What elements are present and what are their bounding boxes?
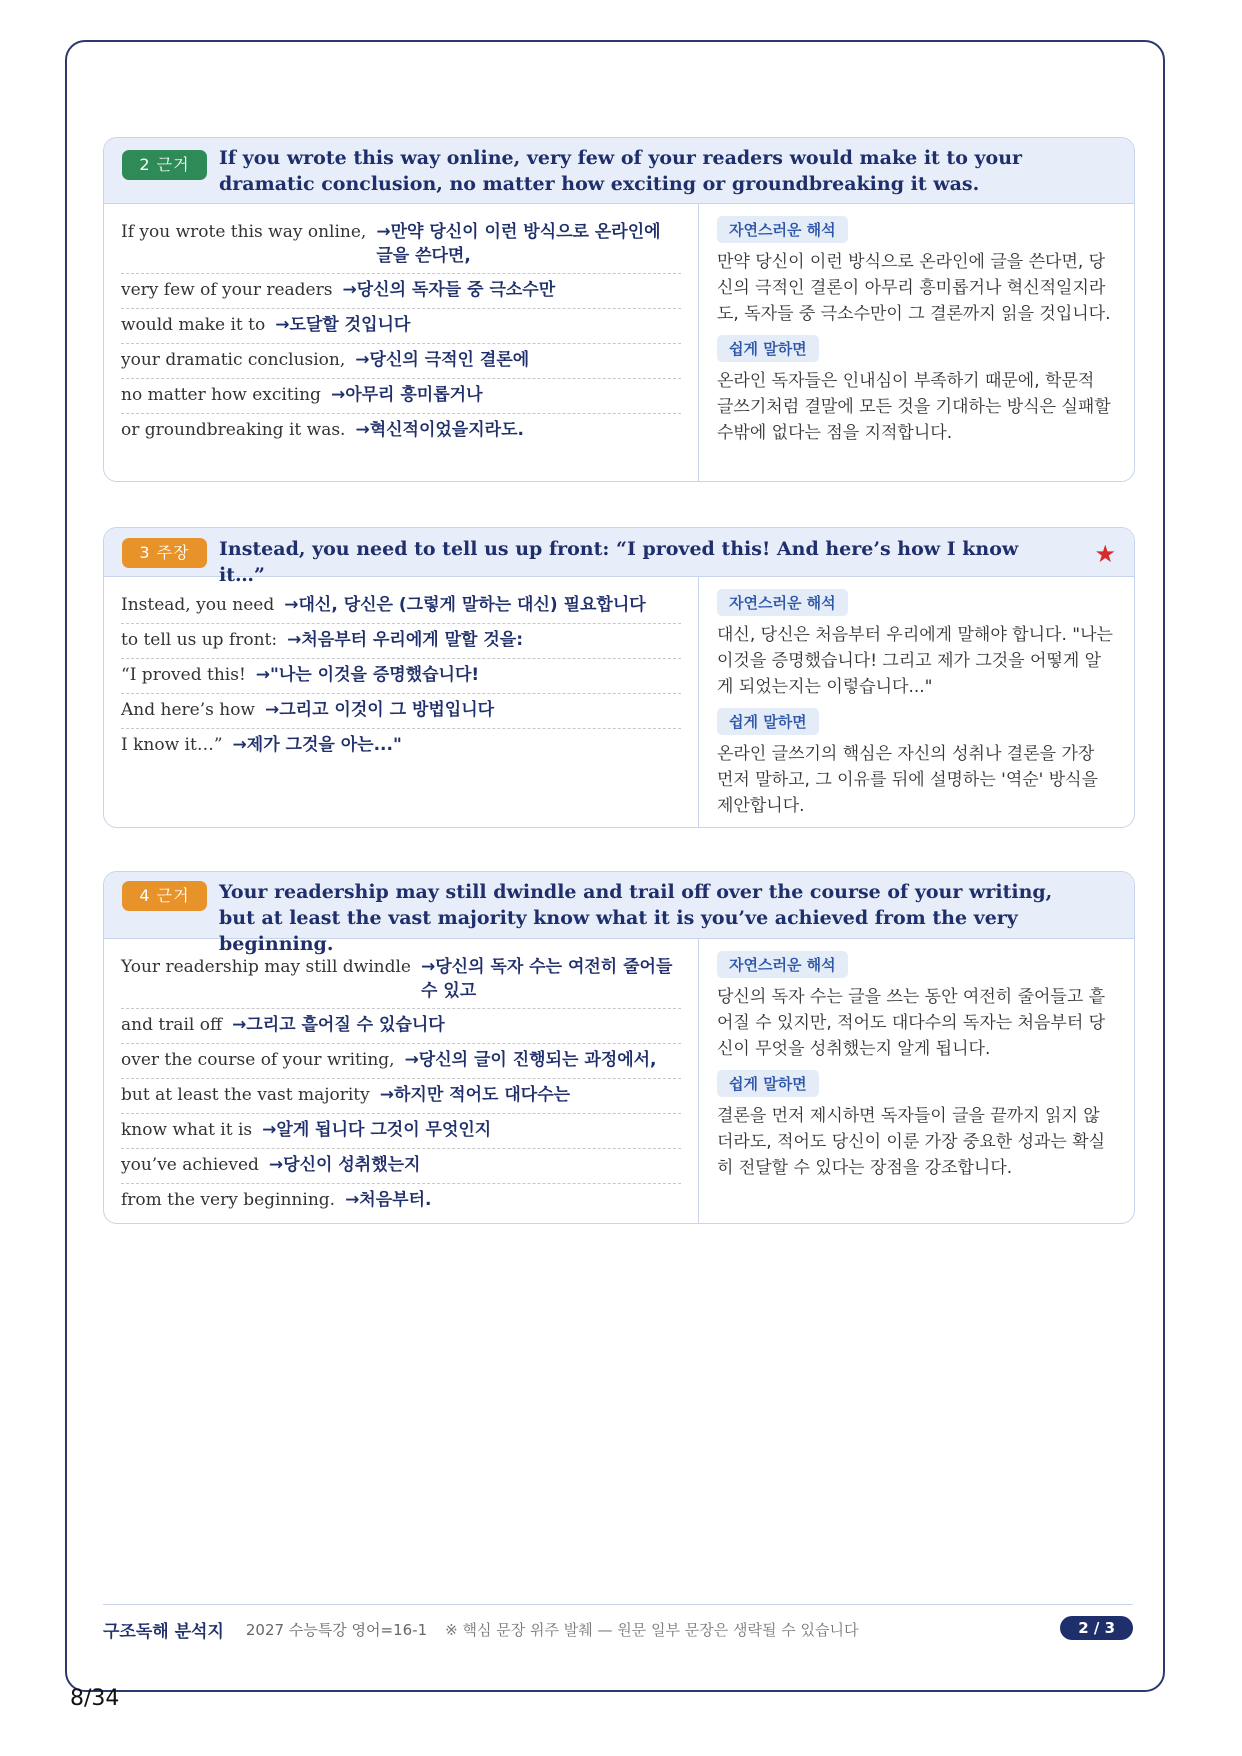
section-badge: 2 근거 bbox=[122, 150, 207, 180]
section-heading: Instead, you need to tell us up front: “I proved this! And here’s how I know it…” bbox=[219, 538, 1019, 586]
english-chunk: Instead, you need bbox=[121, 595, 275, 615]
english-chunk: no matter how exciting bbox=[121, 385, 321, 405]
phrase-breakdown bbox=[104, 939, 699, 1223]
phrase-breakdown bbox=[104, 204, 699, 481]
section-2-evidence bbox=[103, 137, 1135, 482]
english-chunk: would make it to bbox=[121, 315, 266, 335]
phrase-row bbox=[121, 729, 681, 763]
section-body bbox=[104, 939, 1134, 1223]
english-chunk: know what it is bbox=[121, 1120, 253, 1140]
easy-explanation: 결론을 먼저 제시하면 독자들이 글을 끝까지 읽지 않더라도, 적어도 당신이 이룬 가장 중요한 성과는 확실히 전달할 수 있다는 장점을 강조합니다. bbox=[717, 1106, 1106, 1178]
natural-translation-label: 자연스러운 해석 bbox=[717, 216, 848, 243]
phrase-breakdown bbox=[104, 577, 699, 827]
interpretation-panel bbox=[699, 204, 1134, 481]
interpretation-panel bbox=[699, 939, 1134, 1223]
footer bbox=[103, 1614, 1133, 1644]
english-chunk: or groundbreaking it was. bbox=[121, 420, 346, 440]
english-chunk: I know it…” bbox=[121, 735, 223, 755]
footer-note: ※ 핵심 문장 위주 발췌 — 원문 일부 문장은 생략될 수 있습니다 bbox=[445, 1620, 859, 1639]
korean-chunk: →만약 당신이 이런 방식으로 온라인에 글을 쓴다면, bbox=[376, 222, 661, 266]
easy-explanation-label: 쉽게 말하면 bbox=[717, 335, 819, 362]
interpretation-panel bbox=[699, 577, 1134, 827]
phrase-row bbox=[121, 379, 681, 414]
phrase-row bbox=[121, 1114, 681, 1149]
english-chunk: over the course of your writing, bbox=[121, 1050, 395, 1070]
korean-chunk: →당신의 극적인 결론에 bbox=[355, 350, 530, 370]
easy-explanation: 온라인 독자들은 인내심이 부족하기 때문에, 학문적 글쓰기처럼 결말에 모든 것을 기대하는 방식은 실패할 수밖에 없다는 점을 지적합니다. bbox=[717, 371, 1111, 443]
phrase-row bbox=[121, 624, 681, 659]
section-body bbox=[104, 204, 1134, 481]
english-chunk: you’ve achieved bbox=[121, 1155, 259, 1175]
natural-translation: 대신, 당신은 처음부터 우리에게 말해야 합니다. "나는 이것을 증명했습니다! 그리고 제가 그것을 어떻게 알게 되었는지는 이렇습니다..." bbox=[717, 625, 1113, 697]
korean-chunk: →하지만 적어도 대다수는 bbox=[379, 1085, 571, 1105]
phrase-row bbox=[121, 414, 681, 448]
phrase-row bbox=[121, 1009, 681, 1044]
footer-brand: 구조독해 분석지 bbox=[103, 1621, 224, 1642]
section-header bbox=[104, 528, 1134, 586]
phrase-row bbox=[121, 1149, 681, 1184]
phrase-row bbox=[121, 1184, 681, 1218]
section-heading: If you wrote this way online, very few of your readers would make it to your dramatic conclusion, no matter how exciting or groundbreaking it was. bbox=[219, 147, 1023, 195]
phrase-row bbox=[121, 309, 681, 344]
easy-explanation: 온라인 글쓰기의 핵심은 자신의 성취나 결론을 가장 먼저 말하고, 그 이유를 뒤에 설명하는 '역순' 방식을 제안합니다. bbox=[717, 744, 1099, 816]
phrase-row bbox=[121, 951, 681, 1009]
korean-chunk: →당신의 독자 수는 여전히 줄어들 수 있고 bbox=[420, 957, 673, 1001]
english-chunk: but at least the vast majority bbox=[121, 1085, 370, 1105]
korean-chunk: →아무리 흥미롭거나 bbox=[330, 385, 483, 405]
easy-explanation-label: 쉽게 말하면 bbox=[717, 1070, 819, 1097]
english-chunk: to tell us up front: bbox=[121, 630, 278, 650]
korean-chunk: →도달할 것입니다 bbox=[275, 315, 411, 335]
star-icon: ★ bbox=[1094, 540, 1116, 568]
english-chunk: your dramatic conclusion, bbox=[121, 350, 346, 370]
english-chunk: very few of your readers bbox=[121, 280, 333, 300]
korean-chunk: →그리고 흩어질 수 있습니다 bbox=[232, 1015, 445, 1035]
english-chunk: Your readership may still dwindle bbox=[121, 957, 411, 977]
korean-chunk: →대신, 당신은 (그렇게 말하는 대신) 필요합니다 bbox=[284, 595, 646, 615]
footer-title: 2027 수능특강 영어=16-1 bbox=[245, 1620, 428, 1639]
page-indicator: 2 / 3 bbox=[1060, 1616, 1133, 1640]
sheet-number: 8/34 bbox=[70, 1686, 120, 1711]
korean-chunk: →당신의 글이 진행되는 과정에서, bbox=[404, 1050, 657, 1070]
phrase-row bbox=[121, 274, 681, 309]
english-chunk: If you wrote this way online, bbox=[121, 222, 367, 242]
section-body bbox=[104, 577, 1134, 827]
phrase-row bbox=[121, 1079, 681, 1114]
natural-translation-label: 자연스러운 해석 bbox=[717, 951, 848, 978]
phrase-row bbox=[121, 659, 681, 694]
section-heading: Your readership may still dwindle and trail off over the course of your writing, but at least the vast majority know what it is you’ve achieved from the very beginning. bbox=[219, 881, 1053, 955]
korean-chunk: →그리고 이것이 그 방법입니다 bbox=[264, 700, 495, 720]
natural-translation: 당신의 독자 수는 글을 쓰는 동안 여전히 줄어들고 흩어질 수 있지만, 적어도 대다수의 독자는 처음부터 당신이 무엇을 성취했는지 알게 됩니다. bbox=[717, 987, 1106, 1059]
phrase-row bbox=[121, 216, 681, 274]
section-header bbox=[104, 138, 1134, 204]
korean-chunk: →알게 됩니다 그것이 무엇인지 bbox=[262, 1120, 492, 1140]
natural-translation-label: 자연스러운 해석 bbox=[717, 589, 848, 616]
footer-divider bbox=[103, 1604, 1133, 1605]
korean-chunk: →처음부터. bbox=[345, 1190, 432, 1210]
korean-chunk: →제가 그것을 아는..." bbox=[232, 735, 402, 755]
natural-translation: 만약 당신이 이런 방식으로 온라인에 글을 쓴다면, 당신의 극적인 결론이 아무리 흥미롭거나 혁신적일지라도, 독자들 중 극소수만이 그 결론까지 읽을 것입니다. bbox=[717, 252, 1111, 324]
korean-chunk: →당신의 독자들 중 극소수만 bbox=[342, 280, 556, 300]
korean-chunk: →처음부터 우리에게 말할 것을: bbox=[287, 630, 523, 650]
section-badge: 3 주장 bbox=[122, 538, 207, 568]
section-badge: 4 근거 bbox=[122, 881, 207, 911]
phrase-row bbox=[121, 1044, 681, 1079]
section-3-claim bbox=[103, 527, 1135, 828]
english-chunk: And here’s how bbox=[121, 700, 255, 720]
phrase-row bbox=[121, 589, 681, 624]
section-4-evidence bbox=[103, 871, 1135, 1224]
phrase-row bbox=[121, 344, 681, 379]
korean-chunk: →혁신적이었을지라도. bbox=[355, 420, 524, 440]
section-header bbox=[104, 872, 1134, 955]
korean-chunk: →"나는 이것을 증명했습니다! bbox=[255, 665, 480, 685]
phrase-row bbox=[121, 694, 681, 729]
english-chunk: and trail off bbox=[121, 1015, 223, 1035]
english-chunk: “I proved this! bbox=[121, 665, 246, 685]
easy-explanation-label: 쉽게 말하면 bbox=[717, 708, 819, 735]
english-chunk: from the very beginning. bbox=[121, 1190, 336, 1210]
korean-chunk: →당신이 성취했는지 bbox=[268, 1155, 421, 1175]
